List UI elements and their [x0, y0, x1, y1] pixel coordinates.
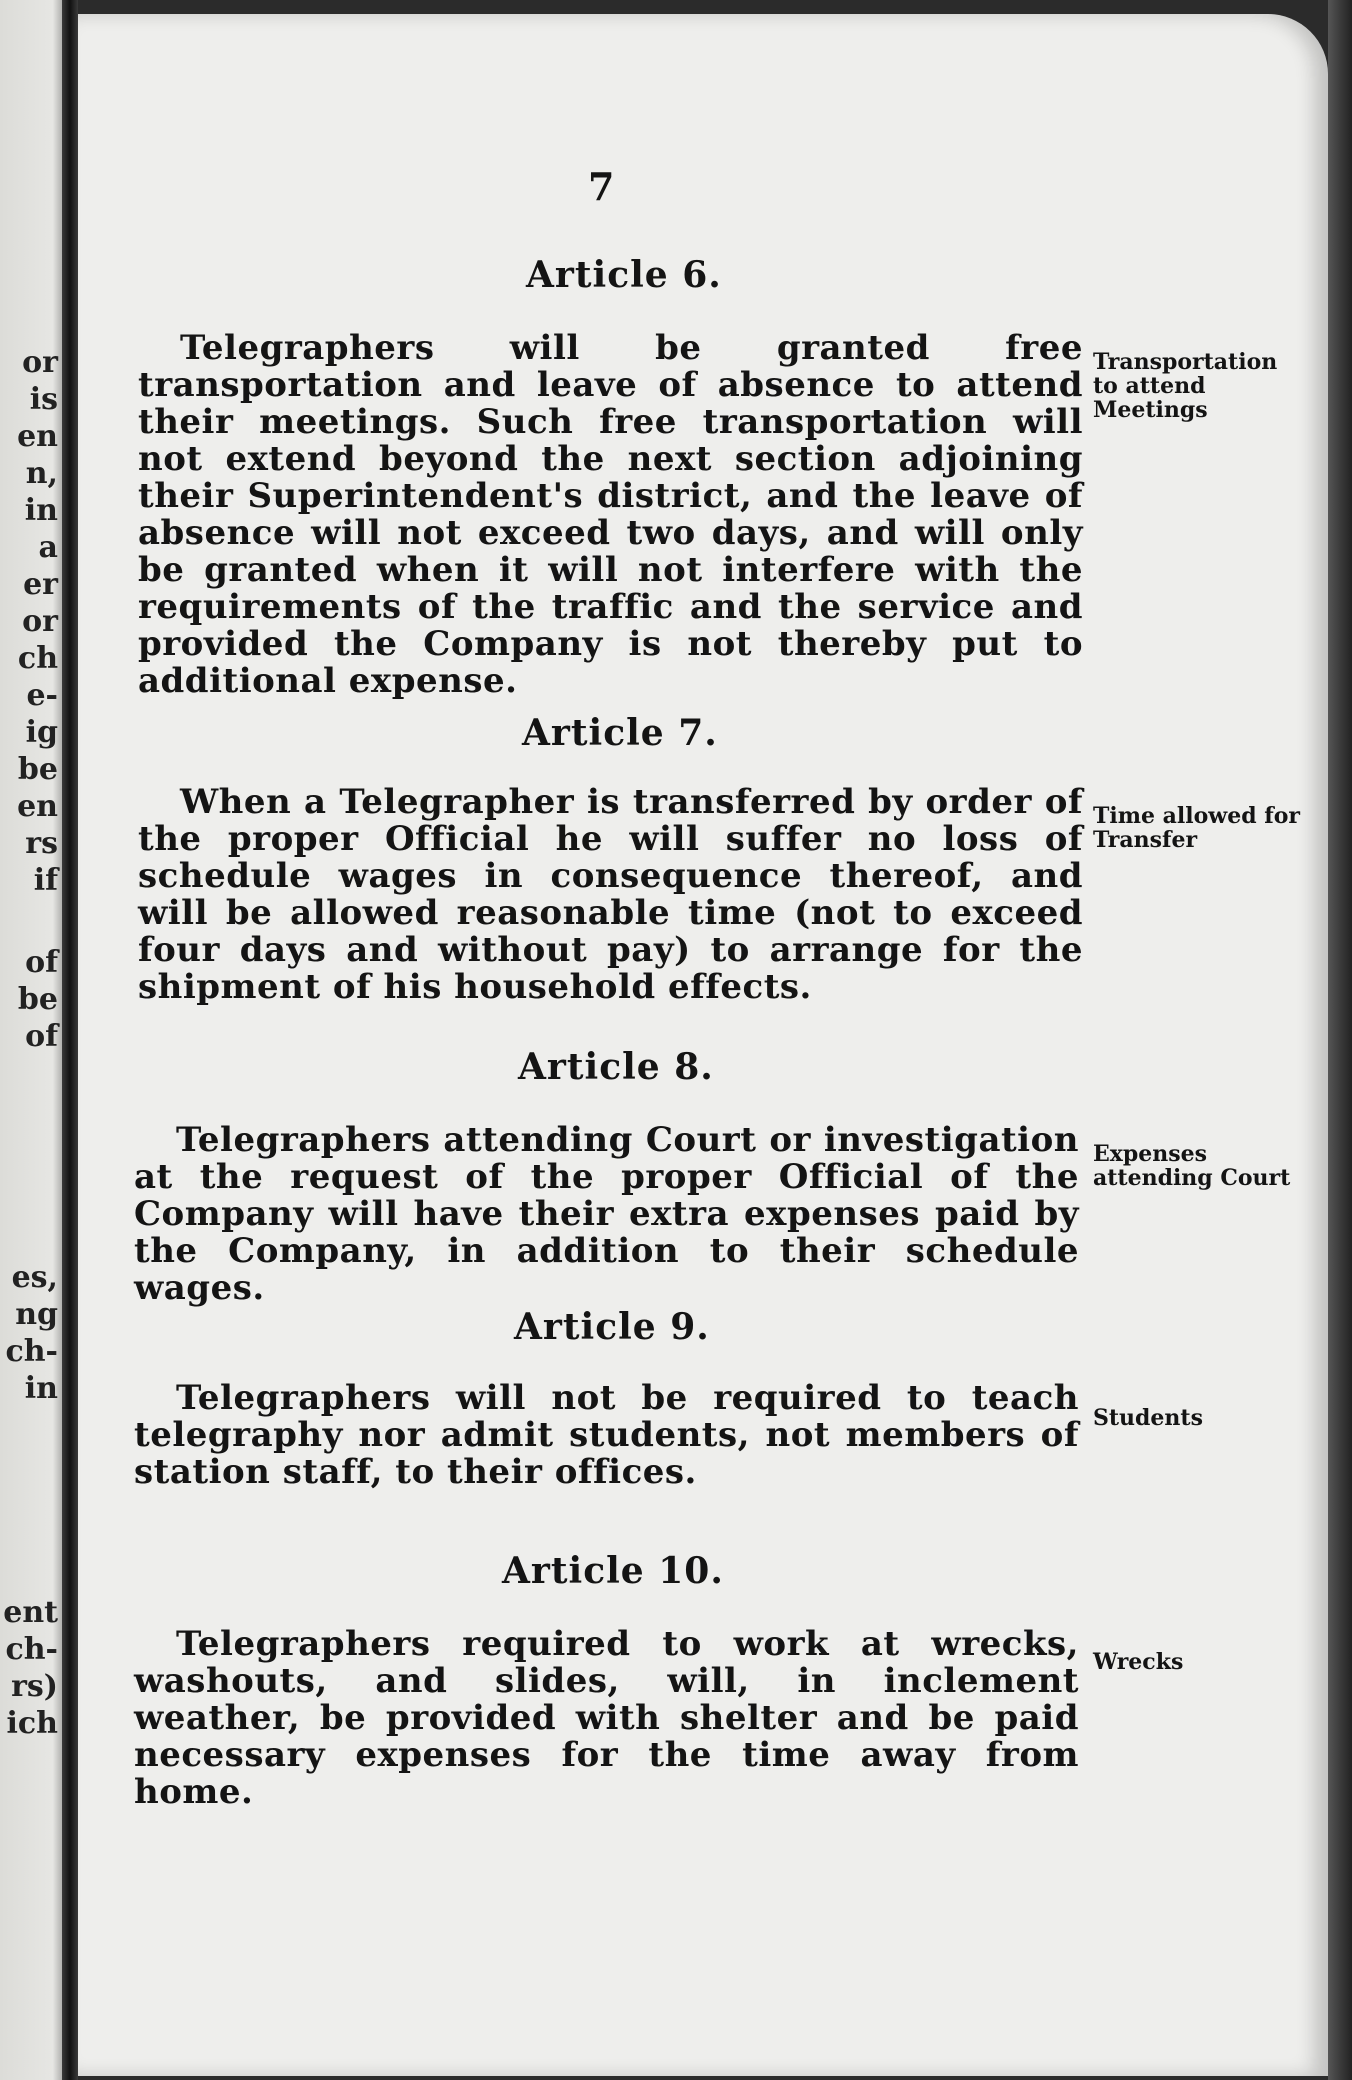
facing-page-fragment: or — [22, 604, 58, 639]
article-6-text: Telegraphers will be granted free transportation and leave of absence to attend their meetings. Such free transportation will not extend beyond the next section adjoining their Superintendent's district, and the leave of absence will not exceed two days, and will only be granted when it will not interfere with the requirements of the traffic and the service and provided the Company is not thereby put to additional expense. — [138, 328, 1083, 701]
article-6-margin-note: Transportation to attend Meetings — [1093, 349, 1278, 423]
facing-page-fragment: ch — [17, 641, 58, 676]
book-spine — [62, 0, 78, 2080]
facing-page-fragment: of — [25, 945, 58, 980]
facing-page-fragment: be — [17, 752, 58, 787]
facing-page-fragment: es, — [11, 1260, 58, 1295]
article-9-heading: Article 9. — [514, 1306, 710, 1348]
article-10-heading: Article 10. — [502, 1550, 724, 1592]
facing-page-fragment: in — [24, 1371, 58, 1406]
facing-page-fragment: er — [23, 567, 58, 602]
article-7-heading: Article 7. — [522, 712, 718, 754]
article-8-heading: Article 8. — [518, 1046, 714, 1088]
facing-page-fragment: en — [17, 419, 58, 454]
article-8-text: Telegraphers attending Court or investigation at the request of the proper Official of the Company will have their extra expenses paid by the Company, in addition to their schedule wages. — [134, 1120, 1079, 1308]
article-7-margin-note: Time allowed for Transfer — [1093, 803, 1301, 853]
facing-page-fragment: ch- — [5, 1632, 58, 1667]
facing-page-edge — [0, 0, 66, 2080]
article-10-margin-note: Wrecks — [1093, 1649, 1184, 1675]
facing-page-fragment: a — [38, 530, 58, 565]
article-6-heading: Article 6. — [526, 254, 722, 296]
facing-page-fragment: be — [17, 982, 58, 1017]
facing-page-fragment: is — [29, 382, 58, 417]
facing-page-fragment: ng — [15, 1297, 58, 1332]
facing-page-fragment: en — [17, 789, 58, 824]
facing-page-fragment: n, — [25, 456, 58, 491]
facing-page-fragment: e- — [26, 678, 58, 713]
facing-page-fragment: in — [24, 493, 58, 528]
page-number: 7 — [588, 164, 615, 209]
facing-page-fragment: ig — [25, 715, 58, 750]
page-shadow-edge — [1328, 0, 1352, 2080]
facing-page-fragment: ent — [3, 1595, 58, 1630]
article-8-margin-note: Expenses attending Court — [1093, 1141, 1291, 1191]
facing-page-fragment: if — [33, 863, 58, 898]
facing-page-fragment: ch- — [5, 1334, 58, 1369]
article-9-text: Telegraphers will not be required to teach telegraphy nor admit students, not members of station staff, to their offices. — [134, 1378, 1079, 1492]
article-7-text: When a Telegrapher is transferred by order of the proper Official he will suffer no loss of schedule wages in consequence thereof, and will be allowed reasonable time (not to exceed four days and without pay) to arrange for the shipment of his household effects. — [138, 782, 1083, 1007]
facing-page-fragment: rs — [25, 826, 58, 861]
facing-page-fragment: of — [25, 1019, 58, 1054]
facing-page-fragment: or — [22, 345, 58, 380]
article-9-margin-note: Students — [1093, 1405, 1203, 1431]
article-10-text: Telegraphers required to work at wrecks, washouts, and slides, will, in inclement weather, be provided with shelter and be paid necessary expenses for the time away from home. — [134, 1624, 1079, 1812]
book-page — [78, 14, 1328, 2076]
facing-page-fragment: rs) — [11, 1669, 58, 1704]
facing-page-fragment: ich — [6, 1706, 58, 1741]
